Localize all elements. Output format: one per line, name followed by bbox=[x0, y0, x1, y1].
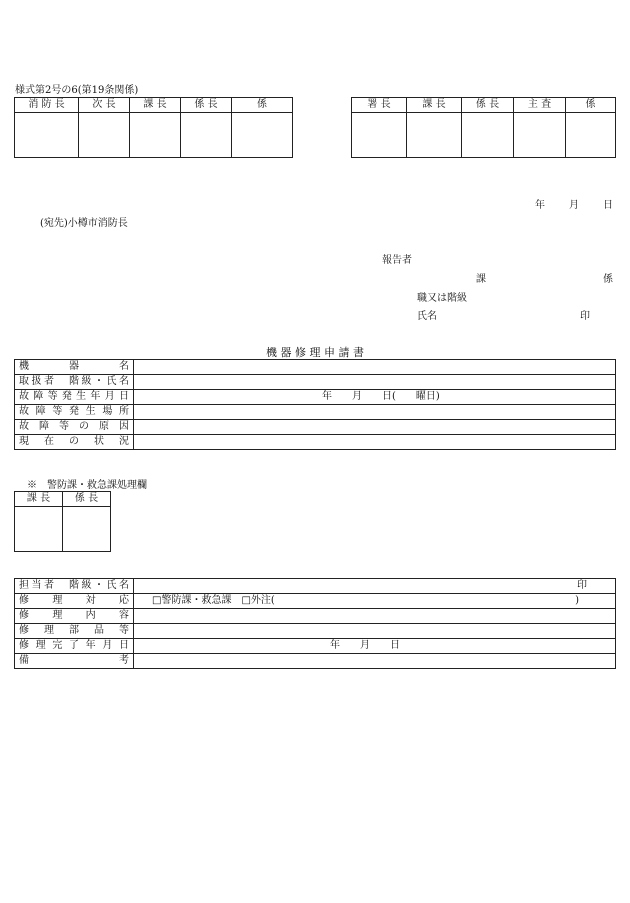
reporter-title: 報告者 bbox=[382, 255, 412, 266]
row-value[interactable] bbox=[134, 624, 616, 639]
approval-header: 主 査 bbox=[514, 98, 566, 113]
seal-mark: 印 bbox=[580, 311, 590, 322]
processing-note: ※ 警防課・救急課処理欄 bbox=[27, 480, 147, 491]
table-row bbox=[15, 654, 616, 669]
reporter-subsection: 係 bbox=[603, 274, 613, 285]
approval-header: 消 防 長 bbox=[15, 98, 79, 113]
name-label: 氏名 bbox=[417, 311, 437, 322]
repair-options[interactable]: □警防課・救急課 □外注( bbox=[152, 595, 275, 606]
stamp-cell[interactable] bbox=[462, 113, 514, 158]
document-title: 機 器 修 理 申 請 書 bbox=[266, 346, 364, 359]
approval-header: 係 長 bbox=[181, 98, 232, 113]
table-row bbox=[15, 420, 616, 435]
stamp-cell[interactable] bbox=[407, 113, 462, 158]
row-label: 修理内容 bbox=[15, 609, 134, 624]
approval-header: 署 長 bbox=[352, 98, 407, 113]
table-row bbox=[15, 624, 616, 639]
row-label: 担当者 階級・氏名 bbox=[15, 579, 134, 594]
table-row bbox=[15, 360, 616, 375]
row-value[interactable]: 年 月 日( 曜日) bbox=[134, 390, 616, 405]
approval-table-right bbox=[351, 97, 616, 158]
stamp-cell[interactable] bbox=[79, 113, 130, 158]
request-table bbox=[14, 359, 616, 450]
row-value[interactable] bbox=[134, 375, 616, 390]
approval-header: 係 bbox=[566, 98, 616, 113]
table-row bbox=[15, 405, 616, 420]
stamp-cell[interactable] bbox=[63, 507, 111, 552]
seal-mark: 印 bbox=[577, 580, 587, 591]
stamp-cell[interactable] bbox=[130, 113, 181, 158]
row-label: 現在の状況 bbox=[15, 435, 134, 450]
row-value[interactable] bbox=[134, 435, 616, 450]
row-value[interactable] bbox=[134, 594, 616, 609]
processing-approval-table bbox=[14, 491, 111, 552]
addressee: (宛先)小樽市消防長 bbox=[40, 218, 128, 229]
row-value[interactable] bbox=[134, 609, 616, 624]
date-day: 日 bbox=[603, 200, 613, 211]
position-label: 職又は階級 bbox=[417, 293, 467, 304]
approval-table-left bbox=[14, 97, 293, 158]
table-row bbox=[15, 435, 616, 450]
stamp-cell[interactable] bbox=[15, 507, 63, 552]
row-value[interactable] bbox=[134, 360, 616, 375]
date-year: 年 bbox=[535, 200, 545, 211]
stamp-cell[interactable] bbox=[352, 113, 407, 158]
stamp-cell[interactable] bbox=[566, 113, 616, 158]
table-row bbox=[15, 375, 616, 390]
form-number: 様式第2号の6(第19条関係) bbox=[15, 85, 139, 96]
row-label: 修理部品等 bbox=[15, 624, 134, 639]
table-row bbox=[15, 579, 616, 594]
row-value[interactable] bbox=[134, 405, 616, 420]
date-month: 月 bbox=[569, 200, 579, 211]
stamp-cell[interactable] bbox=[15, 113, 79, 158]
row-value[interactable] bbox=[134, 579, 616, 594]
stamp-cell[interactable] bbox=[181, 113, 232, 158]
row-label: 故障等発生年月日 bbox=[15, 390, 134, 405]
approval-header: 係 長 bbox=[63, 492, 111, 507]
row-label: 修理完了年月日 bbox=[15, 639, 134, 654]
repair-table bbox=[14, 578, 616, 669]
approval-header: 次 長 bbox=[79, 98, 130, 113]
stamp-cell[interactable] bbox=[232, 113, 293, 158]
stamp-cell[interactable] bbox=[514, 113, 566, 158]
row-value[interactable] bbox=[134, 420, 616, 435]
row-value[interactable] bbox=[134, 654, 616, 669]
row-label: 取扱者 階級・氏名 bbox=[15, 375, 134, 390]
row-label: 修理対応 bbox=[15, 594, 134, 609]
table-row bbox=[15, 639, 616, 654]
approval-header: 課 長 bbox=[15, 492, 63, 507]
row-label: 備考 bbox=[15, 654, 134, 669]
row-label: 故障等発生場所 bbox=[15, 405, 134, 420]
approval-header: 係 bbox=[232, 98, 293, 113]
approval-header: 課 長 bbox=[130, 98, 181, 113]
row-label: 故障等の原因 bbox=[15, 420, 134, 435]
row-label: 機 器 名 bbox=[15, 360, 134, 375]
approval-header: 課 長 bbox=[407, 98, 462, 113]
approval-header: 係 長 bbox=[462, 98, 514, 113]
row-value[interactable]: 年 月 日 bbox=[134, 639, 616, 654]
reporter-section: 課 bbox=[476, 274, 486, 285]
table-row bbox=[15, 594, 616, 609]
table-row bbox=[15, 609, 616, 624]
closing-paren: ) bbox=[575, 595, 579, 606]
table-row bbox=[15, 390, 616, 405]
